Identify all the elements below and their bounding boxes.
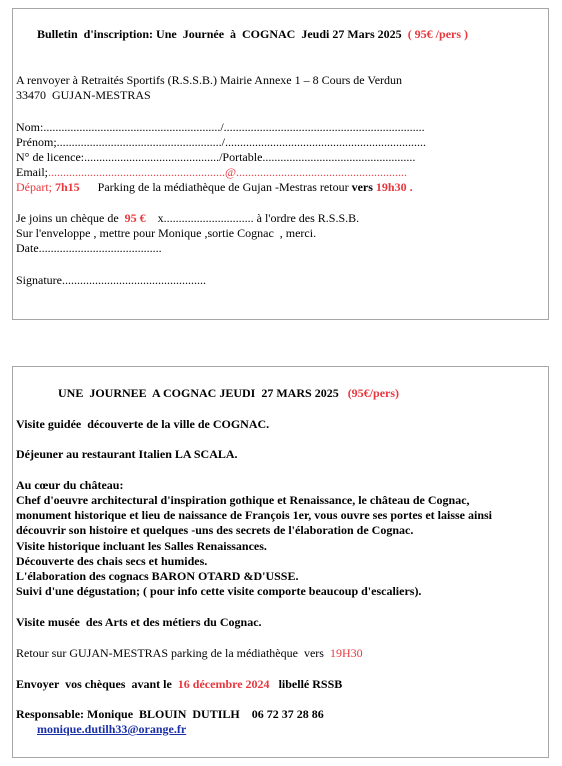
prenom-field[interactable]: Prénom;......................................................./................................................................... — [16, 135, 426, 149]
visite-guidee: Visite guidée découverte de la ville de COGNAC. — [16, 417, 270, 431]
nom-field[interactable]: Nom:.........................................................../................................................................... — [16, 120, 425, 134]
retour-word: vers — [351, 180, 373, 194]
cheque-pre: Je joins un chèque de — [16, 211, 119, 225]
contact-email-link[interactable]: monique.dutilh33@orange.fr — [37, 722, 187, 736]
licence-field[interactable]: N° de licence:............................................./Portable................................................... — [16, 150, 416, 164]
depart-line — [16, 180, 413, 194]
depart-label: Départ; — [16, 180, 52, 194]
chateau-header: Au cœur du château: — [16, 478, 124, 492]
email-field[interactable] — [16, 165, 407, 179]
address-line-1: A renvoyer à Retraités Sportifs (R.S.S.B.) Mairie Annexe 1 – 8 Cours de Verdun — [16, 73, 403, 87]
cheque-line — [16, 211, 359, 225]
program-title — [58, 386, 399, 400]
form-title-text: Bulletin d'inscription: Une Journée à COGNAC Jeudi 27 Mars 2025 — [37, 27, 402, 41]
responsable: Responsable: Monique BLOUIN DUTILH 06 72 37 28 86 — [16, 707, 324, 721]
cheque-post: x.............................. à l'ordre des R.S.S.B. — [157, 211, 360, 225]
program-price: (95€/pers) — [347, 386, 400, 400]
enveloppe-line: Sur l'enveloppe , mettre pour Monique ,sortie Cognac , merci. — [16, 226, 317, 240]
signature-field[interactable]: Signature................................................ — [16, 273, 206, 287]
chateau-line: Visite historique incluant les Salles Renaissances. — [16, 539, 267, 553]
chateau-line: monument historique et lieu de naissance de François 1er, vous ouvre ses portes et laisse ainsi — [16, 508, 492, 522]
form-price: ( 95€ /pers ) — [407, 27, 469, 41]
chateau-line: Chef d'oeuvre architectural d'inspiration gothique et Renaissance, le château de Cognac, — [16, 493, 470, 507]
program-title-text: UNE JOURNEE A COGNAC JEUDI 27 MARS 2025 — [58, 386, 339, 400]
envoyer-line — [16, 677, 342, 691]
musee: Visite musée des Arts et des métiers du Cognac. — [16, 615, 262, 629]
chateau-line: Suivi d'une dégustation; ( pour info cette visite comporte beaucoup d'escaliers). — [16, 584, 422, 598]
chateau-line: Découverte des chais secs et humides. — [16, 554, 208, 568]
email-label: Email; — [16, 165, 48, 179]
chateau-line: L'élaboration des cognacs BARON OTARD &D'USSE. — [16, 569, 299, 583]
dejeuner: Déjeuner au restaurant Italien LA SCALA. — [16, 447, 238, 461]
retour-line — [16, 646, 363, 660]
envoyer-pre: Envoyer vos chèques avant le — [16, 677, 172, 691]
retour-text: Retour sur GUJAN-MESTRAS parking de la médiathèque vers — [16, 646, 324, 660]
depart-time: 7h15 — [54, 180, 80, 194]
address-line-2: 33470 GUJAN-MESTRAS — [16, 88, 151, 102]
date-field[interactable]: Date......................................... — [16, 241, 162, 255]
retour-time: 19h30 . — [375, 180, 413, 194]
retour-time-program: 19H30 — [329, 646, 363, 660]
depart-text: Parking de la médiathèque de Gujan -Mestras retour — [97, 180, 349, 194]
envoyer-date: 16 décembre 2024 — [177, 677, 270, 691]
form-title — [37, 27, 468, 41]
cheque-amount: 95 € — [124, 211, 146, 225]
envoyer-post: libellé RSSB — [278, 677, 343, 691]
email-dots: ...........................................................@......................................................... — [48, 165, 408, 179]
chateau-line: découvrir son histoire et quelques -uns des secrets de l'élaboration de Cognac. — [16, 523, 414, 537]
